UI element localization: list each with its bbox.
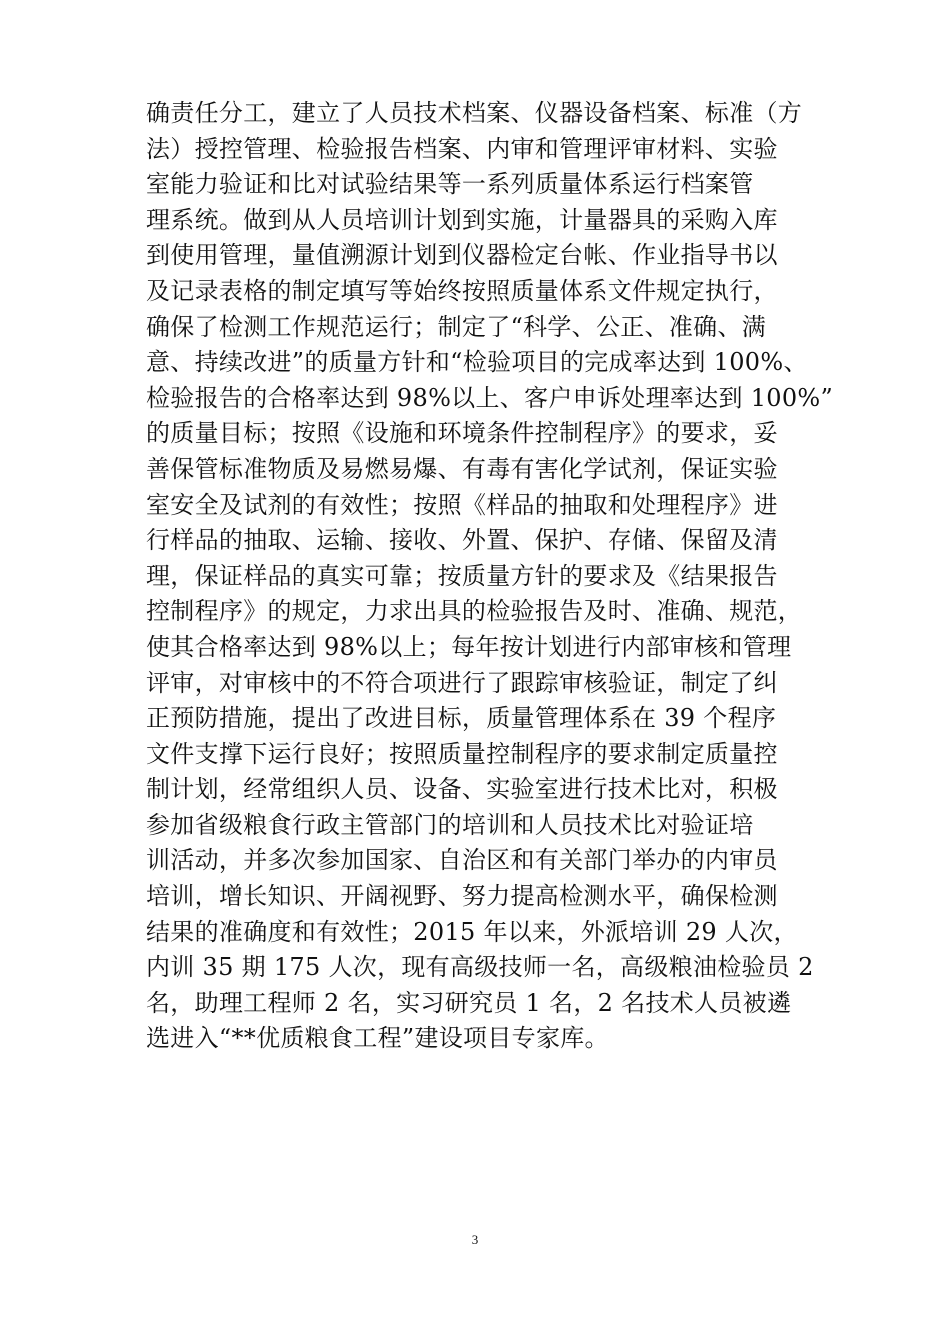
text-line: 培训，增长知识、开阔视野、努力提高检测水平，确保检测 — [146, 882, 778, 911]
text-line: 室安全及试剂的有效性；按照《样品的抽取和处理程序》进 — [146, 490, 778, 519]
text-line: 室能力验证和比对试验结果等一系列质量体系运行档案管 — [146, 170, 754, 199]
text-line: 检验报告的合格率达到 98%以上、客户申诉处理率达到 100%” — [146, 383, 834, 412]
text-line: 意、持续改进”的质量方针和“检验项目的完成率达到 100%、 — [146, 348, 808, 377]
text-line: 制计划，经常组织人员、设备、实验室进行技术比对，积极 — [146, 775, 778, 804]
text-line: 确责任分工，建立了人员技术档案、仪器设备档案、标准（方 — [146, 99, 803, 127]
text-line: 到使用管理，量值溯源计划到仪器检定台帐、作业指导书以 — [146, 241, 778, 270]
text-line: 法）授控管理、检验报告档案、内审和管理评审材料、实验 — [146, 134, 778, 163]
text-line: 训活动，并多次参加国家、自治区和有关部门举办的内审员 — [146, 846, 778, 875]
text-line: 善保管标准物质及易燃易爆、有毒有害化学试剂，保证实验 — [146, 454, 778, 483]
page-number: 3 — [471, 1232, 479, 1247]
text-line: 的质量目标；按照《设施和环境条件控制程序》的要求，妥 — [146, 419, 778, 448]
text-line: 正预防措施，提出了改进目标，质量管理体系在 39 个程序 — [146, 704, 777, 733]
text-line: 行样品的抽取、运输、接收、外置、保护、存储、保留及清 — [146, 526, 778, 555]
text-line: 文件支撑下运行良好；按照质量控制程序的要求制定质量控 — [146, 739, 778, 768]
text-line: 名，助理工程师 2 名，实习研究员 1 名，2 名技术人员被遴 — [146, 988, 792, 1017]
text-line: 确保了检测工作规范运行；制定了“科学、公正、准确、满 — [146, 312, 767, 341]
body-text — [146, 96, 834, 1057]
text-line: 理，保证样品的真实可靠；按质量方针的要求及《结果报告 — [146, 561, 778, 590]
text-line: 及记录表格的制定填写等始终按照质量体系文件规定执行， — [146, 276, 778, 305]
text-line: 选进入“**优质粮食工程”建设项目专家库。 — [146, 1024, 609, 1053]
text-line: 控制程序》的规定，力求出具的检验报告及时、准确、规范， — [146, 597, 803, 626]
text-line: 评审，对审核中的不符合项进行了跟踪审核验证，制定了纠 — [146, 668, 778, 697]
text-line: 参加省级粮食行政主管部门的培训和人员技术比对验证培 — [146, 810, 754, 839]
text-line: 理系统。做到从人员培训计划到实施，计量器具的采购入库 — [146, 205, 778, 234]
text-line: 使其合格率达到 98%以上；每年按计划进行内部审核和管理 — [146, 632, 792, 661]
text-line: 结果的准确度和有效性；2015 年以来，外派培训 29 人次， — [146, 917, 798, 946]
text-line: 内训 35 期 175 人次，现有高级技师一名，高级粮油检验员 2 — [146, 953, 814, 982]
